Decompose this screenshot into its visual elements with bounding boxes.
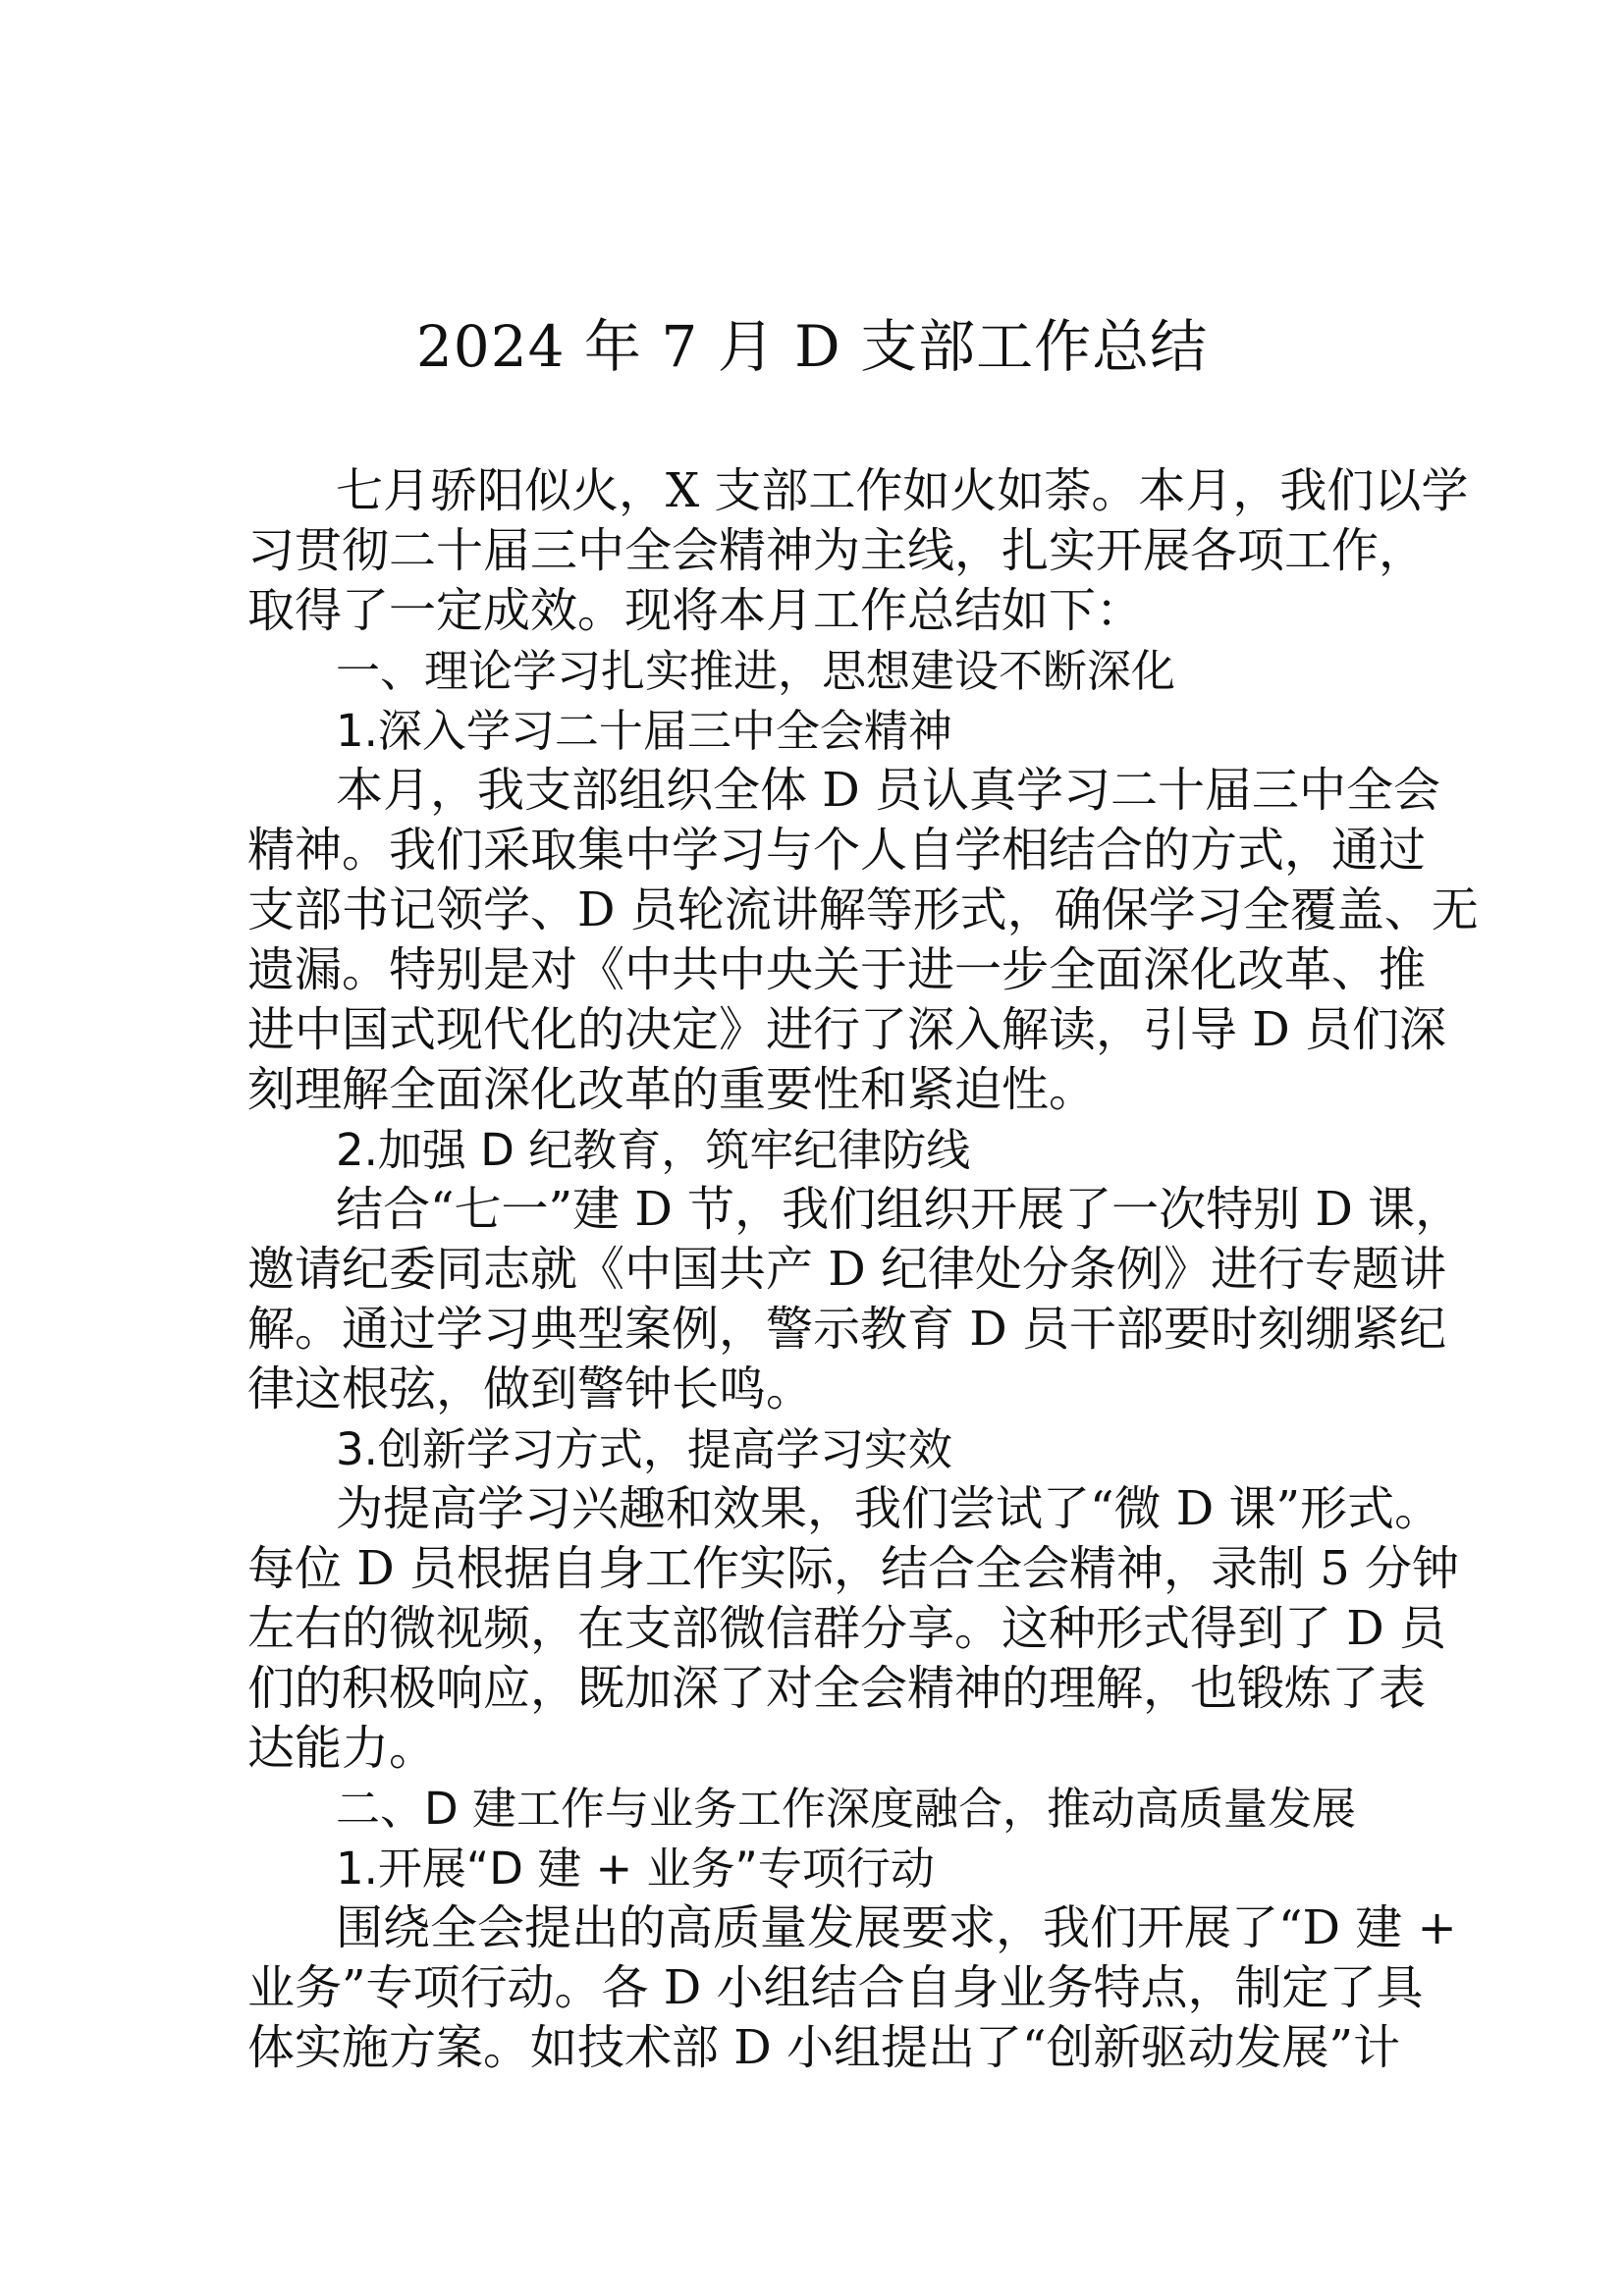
section-heading: 二、D 建工作与业务工作深度融合，推动高质量发展: [336, 1783, 1356, 1835]
subsection-heading: 1.深入学习二十届三中全会精神: [336, 705, 952, 757]
paragraph-line: 刻理解全面深化改革的重要性和紧迫性。: [247, 1062, 1097, 1117]
paragraph-line: 支部书记领学、D 员轮流讲解等形式，确保学习全覆盖、无: [247, 882, 1479, 937]
document-title: 2024 年 7 月 D 支部工作总结: [415, 313, 1209, 380]
paragraph-line: 遗漏。特别是对《中共中央关于进一步全面深化改革、推: [247, 942, 1427, 997]
document-body: [247, 461, 1479, 2078]
paragraph-line: 律这根弦，做到警钟长鸣。: [247, 1362, 814, 1416]
paragraph-line: 邀请纪委同志就《中国共产 D 纪律处分条例》进行专题讲: [247, 1242, 1447, 1297]
paragraph-line: 达能力。: [247, 1721, 437, 1776]
paragraph-line: 围绕全会提出的高质量发展要求，我们开展了“D 建 +: [336, 1900, 1457, 1955]
subsection-heading: 1.开展“D 建 + 业务”专项行动: [336, 1842, 935, 1895]
paragraph-line: 每位 D 员根据自身工作实际，结合全会精神，录制 5 分钟: [247, 1541, 1460, 1596]
paragraph-line: 左右的微视频，在支部微信群分享。这种形式得到了 D 员: [247, 1601, 1447, 1656]
subsection-heading: 3.创新学习方式，提高学习实效: [336, 1423, 952, 1475]
paragraph-line: 本月，我支部组织全体 D 员认真学习二十届三中全会: [336, 763, 1441, 818]
paragraph-line: 为提高学习兴趣和效果，我们尝试了“微 D 课”形式。: [336, 1481, 1442, 1536]
subsection-heading: 2.加强 D 纪教育，筑牢纪律防线: [336, 1124, 971, 1176]
paragraph-line: 们的积极响应，既加深了对全会精神的理解，也锻炼了表: [247, 1661, 1427, 1716]
section-heading: 一、理论学习扎实推进，思想建设不断深化: [336, 645, 1176, 697]
paragraph-line: 七月骄阳似火，X 支部工作如火如荼。本月，我们以学: [336, 463, 1469, 518]
paragraph-line: 进中国式现代化的决定》进行了深入解读，引导 D 员们深: [247, 1002, 1447, 1057]
paragraph-line: 业务”专项行动。各 D 小组结合自身业务特点，制定了具: [247, 1960, 1424, 2015]
paragraph-line: 体实施方案。如技术部 D 小组提出了“创新驱动发展”计: [247, 2020, 1401, 2075]
paragraph-line: 习贯彻二十届三中全会精神为主线，扎实开展各项工作，: [247, 523, 1427, 578]
paragraph-line: 取得了一定成效。现将本月工作总结如下：: [247, 583, 1144, 638]
paragraph-line: 结合“七一”建 D 节，我们组织开展了一次特别 D 课，: [336, 1182, 1463, 1237]
paragraph-line: 解。通过学习典型案例，警示教育 D 员干部要时刻绷紧纪: [247, 1302, 1447, 1357]
paragraph-line: 精神。我们采取集中学习与个人自学相结合的方式，通过: [247, 823, 1427, 878]
